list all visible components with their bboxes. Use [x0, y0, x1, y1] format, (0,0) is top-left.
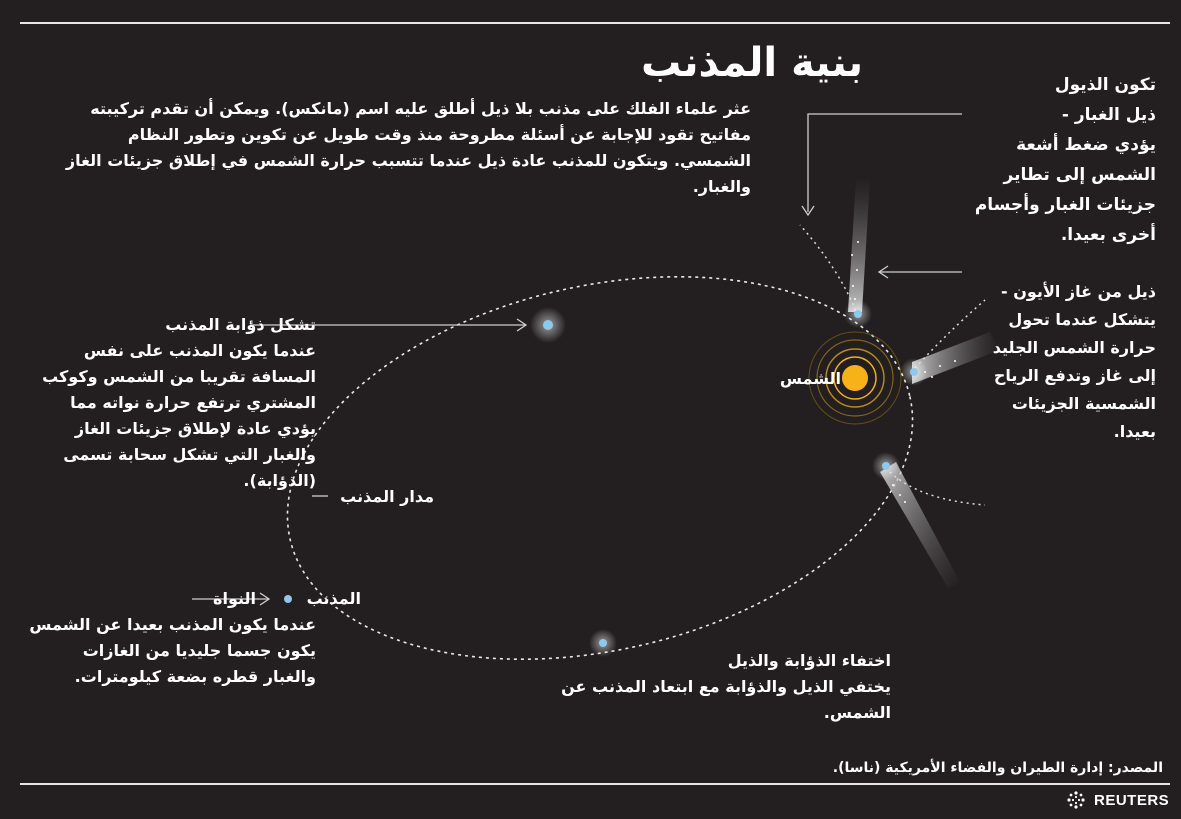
disappear-line: الشمس.	[823, 703, 891, 722]
comet-ion-tail	[900, 300, 1000, 386]
nucleus-text	[29, 586, 316, 690]
coma-text	[42, 312, 316, 494]
coma-line: (الذؤابة).	[243, 471, 316, 490]
coma-line: المشتري ترتفع حرارة نواته مما	[70, 393, 316, 412]
comet-label: المذنب	[306, 589, 361, 608]
ion-tail-heading: ذيل من غاز الأيون -	[1001, 282, 1156, 301]
intro-line: عثر علماء الفلك على مذنب بلا ذيل أطلق عليه اسم (مانكس). ويمكن أن تقدم تركيبته	[90, 99, 751, 118]
reuters-brand: REUTERS	[1094, 792, 1170, 809]
disappear-line: يختفي الذيل والذؤابة مع ابتعاد المذنب عن	[561, 677, 891, 696]
intro-text	[66, 96, 751, 200]
ion-tail-line: إلى غاز وتدفع الرياح	[993, 366, 1156, 385]
ion-tail-line: بعيدا.	[1113, 422, 1156, 441]
coma-line: والغبار التي تشكل سحابة تسمى	[63, 445, 316, 464]
reuters-logo-icon	[1066, 790, 1086, 810]
nucleus-heading: النواة	[213, 589, 256, 608]
orbit-label: مدار المذنب	[340, 487, 434, 506]
source-note: المصدر: إدارة الطيران والفضاء الأمريكية (ناسا).	[832, 760, 1163, 776]
nucleus-line: يكون جسما جليديا من الغازات	[82, 641, 316, 660]
intro-line: الشمسي. ويتكون للمذنب عادة ذيل عندما تتسبب حرارة الشمس في إطلاق جزيئات الغاز	[65, 151, 751, 170]
dust-tail-line: ذيل الغبار -	[1061, 105, 1156, 125]
disappear-heading: اختفاء الذؤابة والذيل	[727, 651, 891, 670]
comet-outbound	[872, 452, 985, 588]
comet-coma	[530, 307, 566, 343]
nucleus-line: والغبار قطره بضعة كيلومترات.	[74, 667, 316, 686]
sun-label: الشمس	[779, 369, 841, 388]
comet-dust-tail	[800, 178, 872, 328]
dust-tail-heading: تكون الذيول	[1054, 75, 1156, 95]
ion-tail-line: الشمسية الجزيئات	[1011, 394, 1156, 413]
page-title: بنية المذنب	[641, 40, 863, 86]
dust-tail-text	[975, 70, 1156, 250]
coma-line: المسافة تقريبا من الشمس وكوكب	[42, 367, 316, 386]
ion-tail-line: حرارة الشمس الجليد	[992, 338, 1156, 357]
ion-tail-text	[993, 278, 1156, 446]
intro-line: والغبار.	[692, 177, 751, 196]
dust-tail-line: جزيئات الغبار وأجسام	[974, 195, 1156, 215]
dust-tail-line: الشمس إلى تطاير	[1003, 165, 1156, 185]
dust-tail-line: يؤدي ضغط أشعة	[1016, 135, 1156, 155]
dust-tail-line: أخرى بعيدا.	[1060, 225, 1156, 245]
coma-line: يؤدي عادة لإطلاق جزيئات الغاز	[74, 419, 316, 438]
disappear-text	[561, 648, 891, 726]
coma-heading: تشكل ذؤابة المذنب	[165, 315, 316, 334]
nucleus-line: عندما يكون المذنب بعيدا عن الشمس	[29, 615, 316, 634]
ion-tail-line: يتشكل عندما تحول	[1008, 310, 1156, 329]
intro-line: مفاتيح تقود للإجابة عن أسئلة مطروحة منذ وقت طويل عن تكوين وتطور النظام	[127, 125, 751, 144]
coma-line: عندما يكون المذنب على نفس	[83, 341, 316, 360]
